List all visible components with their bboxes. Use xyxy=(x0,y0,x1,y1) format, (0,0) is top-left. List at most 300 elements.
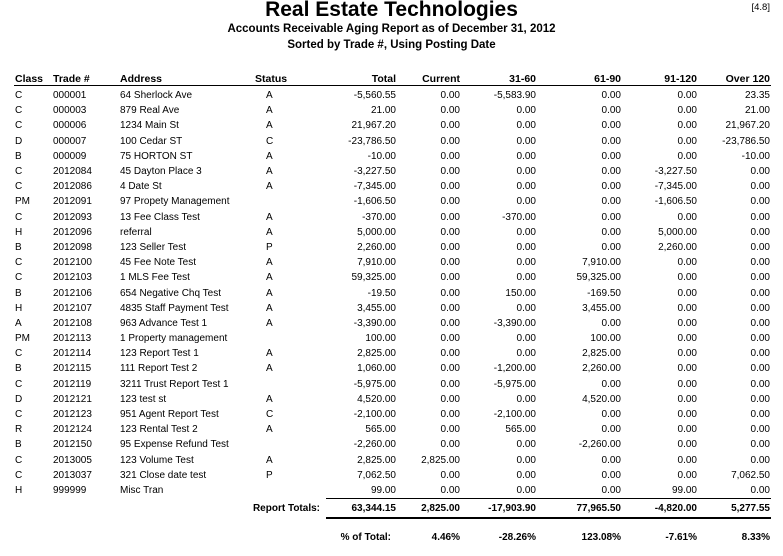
cell-91-120: -7,345.00 xyxy=(654,181,697,193)
cell-trade: 2012119 xyxy=(53,378,92,390)
cell-total: -2,100.00 xyxy=(353,409,396,421)
totals-current: 2,825.00 xyxy=(397,499,461,519)
cell-61-90: 0.00 xyxy=(601,150,621,162)
cell-over-120: 0.00 xyxy=(750,181,770,193)
table-row xyxy=(14,194,771,209)
cell-31-60: 0.00 xyxy=(516,484,536,496)
cell-trade: 2012123 xyxy=(53,409,92,421)
cell-status: C xyxy=(266,135,274,147)
cell-trade: 2012107 xyxy=(53,302,92,314)
cell-current: 0.00 xyxy=(440,226,460,238)
cell-over-120: 0.00 xyxy=(750,409,770,421)
cell-address: 45 Dayton Place 3 xyxy=(120,166,202,178)
cell-31-60: -1,200.00 xyxy=(493,363,536,375)
col-over-120-header: Over 120 xyxy=(698,66,771,86)
percent-row xyxy=(14,518,771,543)
cell-61-90: 100.00 xyxy=(590,333,621,345)
cell-status: A xyxy=(266,226,273,238)
table-row xyxy=(14,285,771,300)
cell-61-90: 2,260.00 xyxy=(582,363,621,375)
cell-31-60: 0.00 xyxy=(516,166,536,178)
table-row xyxy=(14,392,771,407)
cell-trade: 2012098 xyxy=(53,241,92,253)
cell-31-60: -370.00 xyxy=(502,211,536,223)
cell-91-120: 0.00 xyxy=(677,469,697,481)
cell-91-120: 0.00 xyxy=(677,257,697,269)
percent-over-120: 8.33% xyxy=(741,532,770,544)
cell-over-120: -10.00 xyxy=(741,150,770,162)
col-31-60-header: 31-60 xyxy=(461,66,537,86)
table-row xyxy=(14,86,771,104)
cell-61-90: 0.00 xyxy=(601,105,621,117)
cell-trade: 2012113 xyxy=(53,333,92,345)
cell-address: 123 Report Test 1 xyxy=(120,348,199,360)
cell-class: D xyxy=(15,135,23,147)
version-label: [4.8] xyxy=(751,2,770,13)
cell-status: A xyxy=(266,105,273,117)
cell-class: C xyxy=(15,378,23,390)
totals-over-120: 5,277.55 xyxy=(698,499,771,519)
cell-91-120: 0.00 xyxy=(677,272,697,284)
cell-31-60: 0.00 xyxy=(516,135,536,147)
cell-91-120: 0.00 xyxy=(677,302,697,314)
cell-61-90: 4,520.00 xyxy=(582,393,621,405)
cell-status: A xyxy=(266,166,273,178)
cell-91-120: 0.00 xyxy=(677,287,697,299)
cell-address: 963 Advance Test 1 xyxy=(120,317,208,329)
cell-trade: 2012086 xyxy=(53,181,92,193)
cell-current: 0.00 xyxy=(440,378,460,390)
cell-total: -10.00 xyxy=(367,150,396,162)
cell-over-120: 0.00 xyxy=(750,424,770,436)
cell-address: 1234 Main St xyxy=(120,120,179,132)
cell-status xyxy=(254,377,326,392)
cell-current: 0.00 xyxy=(440,348,460,360)
cell-total: 2,260.00 xyxy=(357,241,396,253)
cell-total: 565.00 xyxy=(365,424,396,436)
cell-31-60: 0.00 xyxy=(516,226,536,238)
cell-over-120: 0.00 xyxy=(750,166,770,178)
table-row xyxy=(14,361,771,376)
cell-current: 0.00 xyxy=(440,120,460,132)
col-current-header: Current xyxy=(397,66,461,86)
cell-status: A xyxy=(266,181,273,193)
cell-current: 0.00 xyxy=(440,241,460,253)
cell-31-60: 0.00 xyxy=(516,469,536,481)
cell-31-60: 0.00 xyxy=(516,150,536,162)
cell-total: 21,967.20 xyxy=(351,120,396,132)
cell-91-120: 0.00 xyxy=(677,90,697,102)
col-61-90-header: 61-90 xyxy=(537,66,622,86)
cell-address: 3211 Trust Report Test 1 xyxy=(120,378,229,390)
cell-current: 2,825.00 xyxy=(421,454,460,466)
cell-91-120: 0.00 xyxy=(677,348,697,360)
cell-total: 7,910.00 xyxy=(357,257,396,269)
cell-over-120: 0.00 xyxy=(750,454,770,466)
cell-91-120: 0.00 xyxy=(677,211,697,223)
cell-address: 13 Fee Class Test xyxy=(120,211,200,223)
cell-status: A xyxy=(266,424,273,436)
cell-31-60: 0.00 xyxy=(516,454,536,466)
cell-status: C xyxy=(266,409,274,421)
cell-61-90: 0.00 xyxy=(601,120,621,132)
cell-over-120: 0.00 xyxy=(750,393,770,405)
cell-over-120: 0.00 xyxy=(750,348,770,360)
cell-total: -1,606.50 xyxy=(353,196,396,208)
cell-91-120: 0.00 xyxy=(677,105,697,117)
cell-status: A xyxy=(266,150,273,162)
cell-current: 0.00 xyxy=(440,166,460,178)
cell-over-120: 21,967.20 xyxy=(725,120,770,132)
cell-current: 0.00 xyxy=(440,484,460,496)
table-row xyxy=(14,483,771,499)
cell-over-120: 0.00 xyxy=(750,211,770,223)
cell-address: Misc Tran xyxy=(120,485,164,497)
cell-address: 123 Seller Test xyxy=(120,241,186,253)
cell-over-120: 0.00 xyxy=(750,196,770,208)
table-row xyxy=(14,301,771,316)
cell-31-60: 565.00 xyxy=(505,424,536,436)
cell-over-120: 7,062.50 xyxy=(731,469,770,481)
cell-address: 123 Rental Test 2 xyxy=(120,424,198,436)
cell-trade: 2012103 xyxy=(53,272,92,284)
cell-31-60: -5,975.00 xyxy=(493,378,536,390)
cell-61-90: 0.00 xyxy=(601,454,621,466)
table-row xyxy=(14,118,771,133)
cell-31-60: 0.00 xyxy=(516,181,536,193)
table-row xyxy=(14,134,771,149)
cell-current: 0.00 xyxy=(440,211,460,223)
cell-31-60: 0.00 xyxy=(516,439,536,451)
cell-total: -23,786.50 xyxy=(348,135,396,147)
cell-status xyxy=(254,483,326,499)
cell-class: H xyxy=(15,485,23,497)
cell-over-120: 0.00 xyxy=(750,333,770,345)
col-class-header: Class xyxy=(14,66,52,86)
cell-class: C xyxy=(15,90,23,102)
cell-total: 3,455.00 xyxy=(357,302,396,314)
cell-class: C xyxy=(15,257,23,269)
cell-status: A xyxy=(266,211,273,223)
cell-address: 654 Negative Chq Test xyxy=(120,287,221,299)
cell-address: 4 Date St xyxy=(120,181,162,193)
cell-trade: 2012124 xyxy=(53,424,92,436)
cell-over-120: 0.00 xyxy=(750,378,770,390)
cell-address: 123 Volume Test xyxy=(120,454,194,466)
cell-over-120: -23,786.50 xyxy=(722,135,770,147)
cell-status xyxy=(254,194,326,209)
cell-address: 45 Fee Note Test xyxy=(120,257,196,269)
table-row xyxy=(14,316,771,331)
report-sort-line: Sorted by Trade #, Using Posting Date xyxy=(287,39,496,51)
cell-trade: 2012084 xyxy=(53,166,92,178)
cell-over-120: 0.00 xyxy=(750,363,770,375)
cell-status: A xyxy=(266,120,273,132)
cell-class: C xyxy=(15,409,23,421)
cell-trade: 2012115 xyxy=(53,363,92,375)
cell-over-120: 0.00 xyxy=(750,241,770,253)
cell-over-120: 21.00 xyxy=(744,105,770,117)
cell-current: 0.00 xyxy=(440,287,460,299)
cell-61-90: 0.00 xyxy=(601,166,621,178)
totals-total: 63,344.15 xyxy=(326,499,397,519)
table-header xyxy=(14,66,771,86)
cell-trade: 000003 xyxy=(53,105,87,117)
cell-status: A xyxy=(266,287,273,299)
cell-31-60: -5,583.90 xyxy=(493,90,536,102)
cell-current: 0.00 xyxy=(440,317,460,329)
report-subtitle: Accounts Receivable Aging Report as of December 31, 2012 xyxy=(227,23,556,35)
cell-trade: 2012096 xyxy=(53,226,92,238)
cell-status: A xyxy=(266,272,273,284)
cell-91-120: 0.00 xyxy=(677,317,697,329)
cell-current: 0.00 xyxy=(440,135,460,147)
cell-address: 951 Agent Report Test xyxy=(120,409,219,421)
cell-31-60: -2,100.00 xyxy=(493,409,536,421)
cell-total: -3,390.00 xyxy=(353,317,396,329)
cell-current: 0.00 xyxy=(440,272,460,284)
cell-total: 1,060.00 xyxy=(357,363,396,375)
cell-total: 21.00 xyxy=(370,105,396,117)
cell-current: 0.00 xyxy=(440,424,460,436)
cell-61-90: 7,910.00 xyxy=(582,257,621,269)
cell-31-60: 0.00 xyxy=(516,348,536,360)
cell-total: -370.00 xyxy=(362,211,396,223)
cell-over-120: 0.00 xyxy=(750,287,770,299)
col-address-header: Address xyxy=(119,66,254,86)
cell-over-120: 0.00 xyxy=(750,272,770,284)
table-row xyxy=(14,377,771,392)
cell-class: R xyxy=(15,424,23,436)
cell-class: B xyxy=(15,150,22,162)
cell-61-90: 0.00 xyxy=(601,484,621,496)
cell-status: A xyxy=(266,454,273,466)
cell-class: B xyxy=(15,439,22,451)
cell-total: 4,520.00 xyxy=(357,393,396,405)
cell-trade: 000006 xyxy=(53,120,87,132)
cell-31-60: 0.00 xyxy=(516,393,536,405)
cell-address: 321 Close date test xyxy=(120,469,207,481)
cell-class: H xyxy=(15,226,23,238)
cell-current: 0.00 xyxy=(440,333,460,345)
cell-status xyxy=(254,331,326,346)
table-row xyxy=(14,468,771,483)
cell-over-120: 0.00 xyxy=(750,226,770,238)
cell-status: A xyxy=(266,90,273,102)
cell-address: 75 HORTON ST xyxy=(120,150,193,162)
totals-label: Report Totals: xyxy=(252,502,320,514)
cell-61-90: 59,325.00 xyxy=(576,272,621,284)
cell-total: -5,560.55 xyxy=(353,90,396,102)
cell-class: C xyxy=(15,272,23,284)
cell-61-90: 0.00 xyxy=(601,135,621,147)
cell-status: A xyxy=(266,393,273,405)
cell-status: A xyxy=(266,257,273,269)
cell-status: A xyxy=(266,302,273,314)
cell-class: C xyxy=(15,211,23,223)
cell-91-120: 0.00 xyxy=(677,378,697,390)
cell-class: C xyxy=(15,166,23,178)
cell-trade: 2013037 xyxy=(53,469,92,481)
cell-61-90: 0.00 xyxy=(601,469,621,481)
cell-current: 0.00 xyxy=(440,196,460,208)
cell-current: 0.00 xyxy=(440,393,460,405)
cell-class: B xyxy=(15,363,22,375)
cell-class: C xyxy=(15,469,23,481)
totals-61-90: 77,965.50 xyxy=(537,499,622,519)
cell-over-120: 0.00 xyxy=(750,439,770,451)
percent-61-90: 123.08% xyxy=(581,532,621,544)
cell-class: PM xyxy=(15,333,30,345)
cell-91-120: 0.00 xyxy=(677,363,697,375)
cell-current: 0.00 xyxy=(440,150,460,162)
cell-current: 0.00 xyxy=(440,302,460,314)
cell-trade: 2012114 xyxy=(53,348,92,360)
cell-current: 0.00 xyxy=(440,181,460,193)
table-row xyxy=(14,255,771,270)
cell-over-120: 23.35 xyxy=(744,90,770,102)
cell-over-120: 0.00 xyxy=(750,317,770,329)
cell-address: 64 Sherlock Ave xyxy=(120,90,193,102)
cell-61-90: 3,455.00 xyxy=(582,302,621,314)
cell-trade: 2012108 xyxy=(53,317,92,329)
cell-total: 2,825.00 xyxy=(357,348,396,360)
cell-91-120: 0.00 xyxy=(677,150,697,162)
cell-total: 59,325.00 xyxy=(351,272,396,284)
cell-address: 879 Real Ave xyxy=(120,105,180,117)
cell-31-60: 0.00 xyxy=(516,302,536,314)
percent-label: % of Total: xyxy=(340,532,391,544)
cell-status xyxy=(254,437,326,452)
cell-91-120: 0.00 xyxy=(677,439,697,451)
cell-91-120: 0.00 xyxy=(677,135,697,147)
cell-class: C xyxy=(15,181,23,193)
cell-class: C xyxy=(15,348,23,360)
cell-address: 1 MLS Fee Test xyxy=(120,272,190,284)
cell-over-120: 0.00 xyxy=(750,257,770,269)
cell-61-90: 0.00 xyxy=(601,424,621,436)
cell-91-120: 0.00 xyxy=(677,333,697,345)
cell-class: PM xyxy=(15,196,30,208)
cell-status: A xyxy=(266,348,273,360)
cell-31-60: 0.00 xyxy=(516,105,536,117)
table-row xyxy=(14,103,771,118)
cell-trade: 2012100 xyxy=(53,257,92,269)
cell-trade: 2012121 xyxy=(53,393,92,405)
cell-91-120: -1,606.50 xyxy=(654,196,697,208)
cell-31-60: 0.00 xyxy=(516,333,536,345)
cell-class: D xyxy=(15,393,23,405)
cell-total: 5,000.00 xyxy=(357,226,396,238)
cell-status: A xyxy=(266,363,273,375)
cell-total: 100.00 xyxy=(365,333,396,345)
col-total-header: Total xyxy=(326,66,397,86)
cell-class: H xyxy=(15,302,23,314)
cell-trade: 000007 xyxy=(53,135,87,147)
cell-total: -5,975.00 xyxy=(353,378,396,390)
cell-91-120: 0.00 xyxy=(677,120,697,132)
cell-address: referral xyxy=(120,226,152,238)
cell-current: 0.00 xyxy=(440,257,460,269)
cell-31-60: 0.00 xyxy=(516,257,536,269)
cell-trade: 2012091 xyxy=(53,196,92,208)
cell-31-60: -3,390.00 xyxy=(493,317,536,329)
cell-61-90: 0.00 xyxy=(601,378,621,390)
table-row xyxy=(14,407,771,422)
cell-31-60: 0.00 xyxy=(516,241,536,253)
cell-61-90: 0.00 xyxy=(601,226,621,238)
cell-61-90: 0.00 xyxy=(601,241,621,253)
table-row xyxy=(14,346,771,361)
cell-class: A xyxy=(15,317,22,329)
cell-31-60: 0.00 xyxy=(516,196,536,208)
cell-current: 0.00 xyxy=(440,90,460,102)
cell-current: 0.00 xyxy=(440,469,460,481)
table-row xyxy=(14,453,771,468)
cell-31-60: 150.00 xyxy=(505,287,536,299)
table-row xyxy=(14,270,771,285)
table-row xyxy=(14,179,771,194)
cell-61-90: 0.00 xyxy=(601,211,621,223)
cell-91-120: 0.00 xyxy=(677,409,697,421)
table-row xyxy=(14,225,771,240)
cell-91-120: 0.00 xyxy=(677,393,697,405)
cell-61-90: 0.00 xyxy=(601,181,621,193)
cell-31-60: 0.00 xyxy=(516,120,536,132)
cell-class: C xyxy=(15,454,23,466)
cell-address: 123 test st xyxy=(120,393,167,405)
cell-61-90: -169.50 xyxy=(587,287,621,299)
cell-total: 7,062.50 xyxy=(357,469,396,481)
cell-total: -19.50 xyxy=(367,287,396,299)
totals-31-60: -17,903.90 xyxy=(461,499,537,519)
cell-61-90: 0.00 xyxy=(601,409,621,421)
cell-31-60: 0.00 xyxy=(516,272,536,284)
cell-current: 0.00 xyxy=(440,439,460,451)
cell-over-120: 0.00 xyxy=(750,484,770,496)
cell-91-120: 0.00 xyxy=(677,454,697,466)
table-row xyxy=(14,210,771,225)
cell-trade: 2013005 xyxy=(53,454,92,466)
cell-trade: 2012093 xyxy=(53,211,92,223)
table-row xyxy=(14,164,771,179)
col-trade-header: Trade # xyxy=(52,66,119,86)
table-row xyxy=(14,149,771,164)
cell-current: 0.00 xyxy=(440,363,460,375)
col-91-120-header: 91-120 xyxy=(622,66,698,86)
cell-total: 2,825.00 xyxy=(357,454,396,466)
cell-total: 99.00 xyxy=(370,484,396,496)
cell-address: 97 Propety Management xyxy=(120,196,230,208)
cell-61-90: 0.00 xyxy=(601,90,621,102)
cell-class: B xyxy=(15,287,22,299)
cell-current: 0.00 xyxy=(440,409,460,421)
table-row xyxy=(14,240,771,255)
cell-91-120: 0.00 xyxy=(677,424,697,436)
table-row xyxy=(14,422,771,437)
cell-91-120: -3,227.50 xyxy=(654,166,697,178)
percent-91-120: -7.61% xyxy=(665,532,697,544)
cell-address: 95 Expense Refund Test xyxy=(120,439,229,451)
totals-91-120: -4,820.00 xyxy=(622,499,698,519)
cell-trade: 000001 xyxy=(53,90,87,102)
aging-table xyxy=(14,66,771,543)
col-status-header: Status xyxy=(254,66,326,86)
cell-address: 111 Report Test 2 xyxy=(120,363,198,375)
percent-31-60: -28.26% xyxy=(498,532,536,544)
cell-trade: 999999 xyxy=(53,485,87,497)
cell-91-120: 2,260.00 xyxy=(658,241,697,253)
